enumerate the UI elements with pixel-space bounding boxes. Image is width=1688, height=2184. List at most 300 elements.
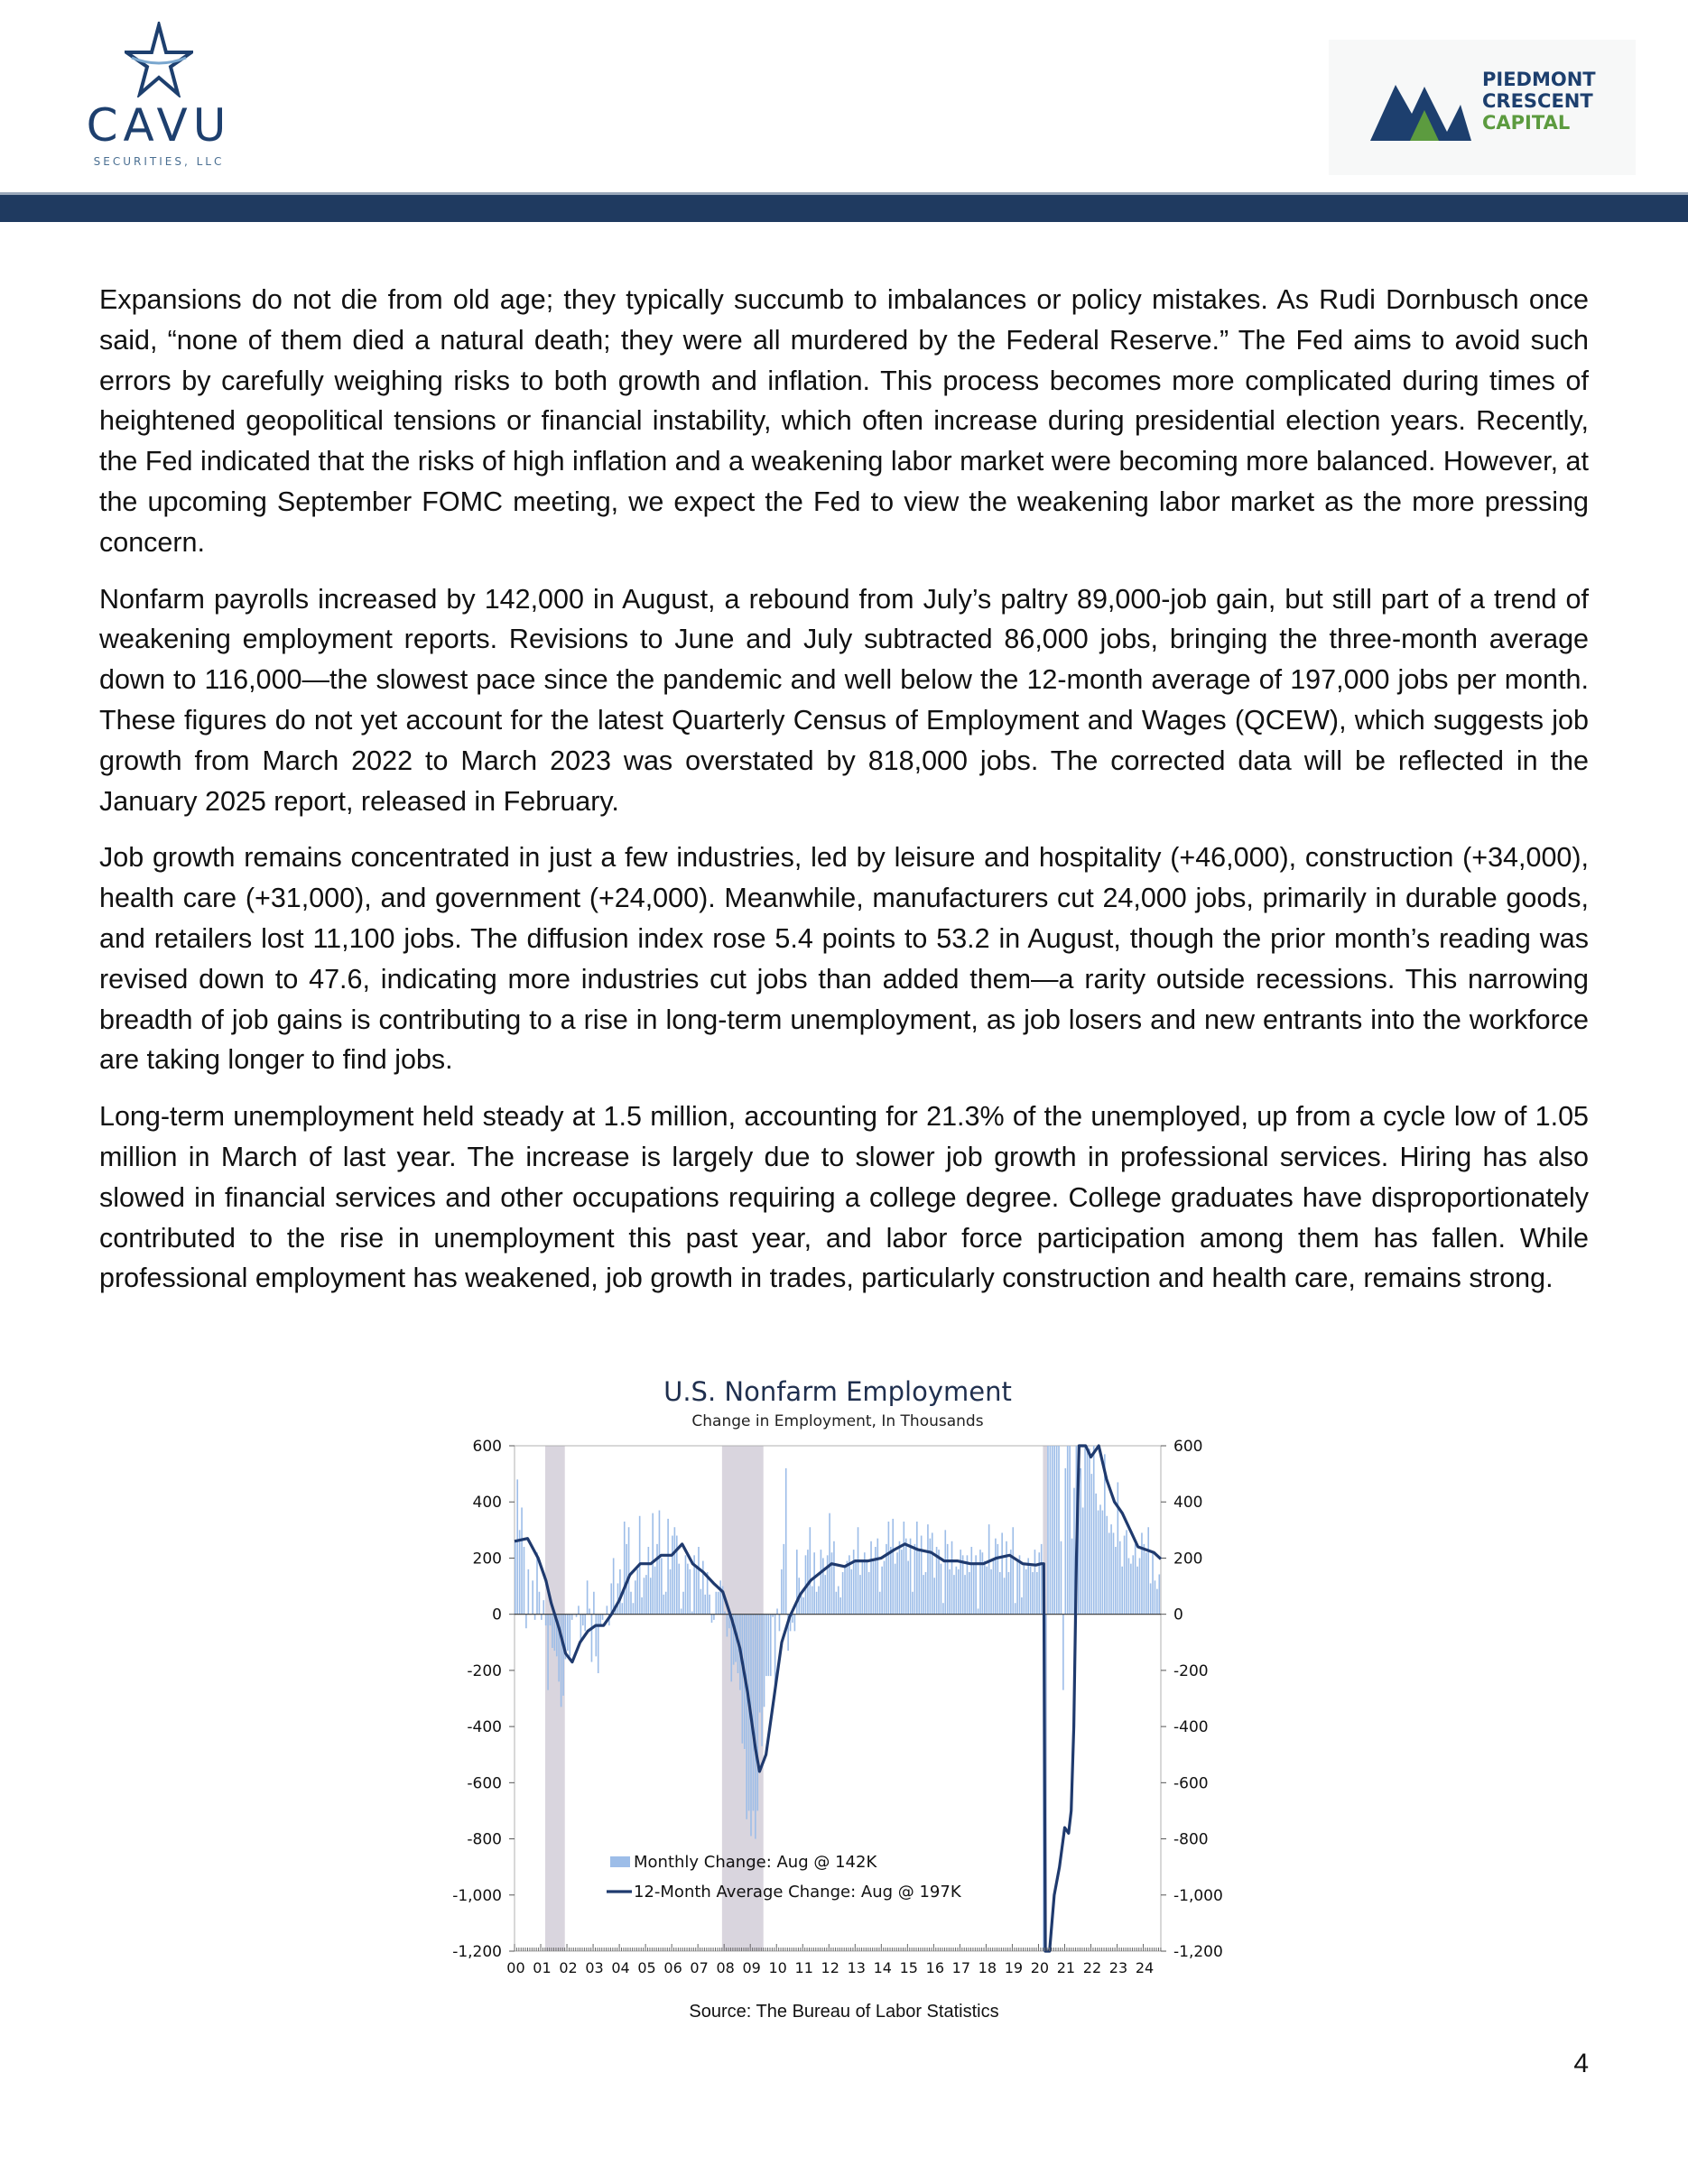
bar-monthly-change [656,1544,658,1615]
bar-monthly-change [1027,1558,1029,1614]
bar-monthly-change [1119,1541,1121,1615]
bar-monthly-change [942,1603,944,1614]
bar-monthly-change [973,1564,975,1615]
bar-monthly-change [925,1572,927,1615]
bar-monthly-change [884,1561,886,1615]
x-tick-label: 15 [899,1959,918,1976]
x-tick-label: 06 [663,1959,682,1976]
bar-monthly-change [545,1615,547,1625]
bar-monthly-change [850,1569,852,1615]
bar-monthly-change [960,1550,961,1615]
bar-monthly-change [890,1547,892,1615]
bar-monthly-change [702,1561,704,1615]
bar-monthly-change [644,1578,645,1614]
header-band [0,195,1688,222]
bar-monthly-change [1056,1446,1058,1615]
x-tick-label: 21 [1056,1959,1076,1976]
bar-monthly-change [753,1615,755,1811]
bar-monthly-change [1115,1547,1117,1615]
bar-monthly-change [1158,1574,1160,1614]
bar-monthly-change [613,1558,615,1614]
bar-monthly-change [1008,1572,1010,1615]
y-tick-label-right: -200 [1173,1661,1209,1680]
bar-monthly-change [543,1600,544,1615]
bar-monthly-change [1025,1569,1027,1615]
bar-monthly-change [1091,1474,1093,1615]
bar-monthly-change [855,1561,857,1615]
bar-monthly-change [1067,1446,1069,1615]
bar-monthly-change [947,1544,949,1615]
bar-monthly-change [958,1569,960,1615]
bar-monthly-change [1036,1572,1038,1615]
x-tick-label: 17 [951,1959,971,1976]
bar-monthly-change [932,1532,933,1614]
bar-monthly-change [633,1603,635,1614]
bar-monthly-change [524,1547,525,1615]
bar-monthly-change [1130,1564,1132,1615]
x-tick-label: 22 [1082,1959,1102,1976]
bar-monthly-change [816,1592,818,1615]
bar-monthly-change [541,1615,543,1620]
bar-monthly-change [912,1592,914,1615]
bar-monthly-change [873,1561,875,1615]
bar-monthly-change [1001,1532,1003,1614]
bar-monthly-change [561,1615,562,1707]
x-tick-label: 08 [716,1959,735,1976]
bar-monthly-change [964,1575,966,1615]
bar-monthly-change [1098,1511,1099,1615]
bar-monthly-change [1038,1552,1040,1614]
bar-monthly-change [562,1615,564,1696]
bar-monthly-change [941,1564,942,1615]
bar-monthly-change [584,1615,586,1632]
bar-monthly-change [1136,1567,1138,1615]
bar-monthly-change [1144,1544,1145,1615]
bar-monthly-change [842,1572,844,1615]
bar-monthly-change [1016,1561,1018,1615]
bar-monthly-change [1062,1615,1064,1690]
y-tick-label-left: 200 [472,1550,502,1569]
bar-monthly-change [582,1615,584,1625]
bar-monthly-change [904,1522,905,1615]
bar-monthly-change [525,1615,527,1629]
page-header [0,0,1688,217]
bar-monthly-change [1021,1597,1023,1615]
nonfarm-employment-chart [424,1372,1264,1985]
bar-monthly-change [876,1539,878,1615]
bar-monthly-change [993,1558,995,1614]
bar-monthly-change [746,1615,747,1819]
bar-monthly-change [1099,1504,1101,1614]
bar-monthly-change [1047,1446,1049,1615]
bar-monthly-change [921,1536,923,1615]
bar-monthly-change [838,1587,839,1615]
logo-line-2: CRESCENT [1482,90,1593,112]
piedmont-crescent-logo [1329,40,1636,175]
bar-monthly-change [628,1527,630,1614]
bar-monthly-change [1139,1558,1141,1614]
bar-monthly-change [824,1575,826,1615]
x-tick-label: 03 [585,1959,604,1976]
bar-monthly-change [547,1615,549,1690]
bar-monthly-change [521,1507,523,1614]
bar-monthly-change [672,1536,673,1615]
bar-monthly-change [781,1569,783,1615]
x-tick-label: 07 [690,1959,709,1976]
bar-monthly-change [984,1561,986,1615]
bar-monthly-change [704,1595,706,1615]
bar-monthly-change [970,1547,972,1615]
bar-monthly-change [650,1578,652,1614]
bar-monthly-change [810,1527,812,1614]
y-tick-label-left: -400 [467,1718,502,1737]
bar-monthly-change [962,1555,964,1614]
bar-monthly-change [956,1567,958,1615]
bar-monthly-change [866,1561,867,1615]
x-tick-label: 00 [506,1959,525,1976]
bar-monthly-change [610,1583,612,1614]
bar-monthly-change [905,1539,907,1615]
bar-monthly-change [719,1580,721,1614]
bar-monthly-change [587,1580,589,1614]
bar-monthly-change [607,1606,608,1614]
logo-line-3: CAPITAL [1482,112,1571,134]
bar-monthly-change [667,1519,669,1615]
y-tick-label-left: -1,000 [452,1886,502,1905]
bar-monthly-change [1010,1550,1012,1615]
bar-monthly-change [1121,1567,1123,1615]
bar-monthly-change [659,1511,661,1615]
paragraph: Expansions do not die from old age; they typically succumb to imbalances or policy mistakes. As Rudi Dornbusch once said, “none of them died a natural death; they were all murdered by the Federal Reserve.” The Fed aims to avoid such errors by carefully weighing risks to both growth and inflation. This process becomes more complicated during times of heightened geopolitical tensions or financial instability, which often increase during presidential election years. Recently, the Fed indicated that the risks of high inflation and a weakening labor market were becoming more balanced. However, at the upcoming September FOMC meeting, we expect the Fed to view the weakening labor market as the more pressing concern. [99,284,1589,558]
legend-label-bars: Monthly Change: Aug @ 142K [634,1853,877,1872]
bar-monthly-change [999,1572,1001,1615]
bar-monthly-change [515,1541,516,1615]
bar-monthly-change [602,1615,604,1620]
paragraph: Nonfarm payrolls increased by 142,000 in August, a rebound from July’s paltry 89,000-job gain, but still part of a trend of weakening employment reports. Revisions to June and July subtracted 86,000 jobs, bringing the three-month average down to 116,000—the slowest pace since the pandemic and well below the 12-month average of 197,000 jobs per month. These figures do not yet account for the latest Quarterly Census of Employment and Wages (QCEW), which suggests job growth from March 2022 to March 2023 was overstated by 818,000 jobs. The corrected data will be reflected in the January 2025 report, released in February. [99,583,1589,817]
bar-monthly-change [914,1544,916,1615]
bar-monthly-change [910,1539,912,1615]
bar-monthly-change [1071,1539,1073,1615]
bar-monthly-change [1069,1446,1071,1615]
bar-monthly-change [709,1595,710,1615]
bar-monthly-change [727,1615,728,1637]
bar-monthly-change [1050,1446,1052,1615]
bar-monthly-change [821,1550,822,1615]
x-tick-label: 20 [1030,1959,1050,1976]
bar-monthly-change [879,1592,881,1615]
bar-monthly-change [862,1561,864,1615]
bar-monthly-change [536,1552,538,1614]
bar-monthly-change [986,1567,988,1615]
bar-monthly-change [550,1615,552,1625]
bar-monthly-change [599,1615,601,1625]
bar-monthly-change [818,1587,820,1615]
plot-frame [515,1446,1161,1951]
mountain-icon [1370,69,1471,143]
bar-monthly-change [918,1550,920,1615]
bar-monthly-change [792,1615,793,1623]
bar-monthly-change [593,1592,595,1615]
bar-monthly-change [785,1468,787,1615]
bar-monthly-change [624,1522,626,1615]
chart-title: U.S. Nonfarm Employment [663,1376,1012,1407]
bar-monthly-change [881,1567,883,1615]
bar-monthly-change [1015,1603,1016,1614]
bar-monthly-change [1110,1524,1112,1615]
bar-monthly-change [875,1547,876,1615]
chart-svg [424,1372,1264,1985]
bar-monthly-change [1019,1555,1021,1614]
bar-monthly-change [1041,1544,1043,1615]
bar-monthly-change [978,1608,979,1614]
bar-monthly-change [1053,1446,1055,1615]
bar-monthly-change [665,1592,667,1615]
x-tick-label: 09 [742,1959,761,1976]
bar-monthly-change [979,1550,981,1615]
bar-monthly-change [776,1608,778,1614]
y-tick-label-right: 600 [1173,1438,1203,1456]
bar-monthly-change [1004,1578,1006,1614]
chart-source: Source: The Bureau of Labor Statistics [689,2002,999,2022]
bar-monthly-change [698,1547,700,1615]
bar-monthly-change [661,1558,663,1614]
bar-monthly-change [1126,1530,1127,1614]
bar-monthly-change [1006,1541,1007,1615]
bar-monthly-change [949,1569,951,1615]
bar-monthly-change [696,1567,698,1615]
x-tick-label: 01 [533,1959,552,1976]
bar-monthly-change [1132,1555,1134,1614]
bar-monthly-change [1135,1544,1136,1615]
bar-monthly-change [892,1519,894,1615]
y-tick-label-right: -400 [1173,1718,1209,1737]
x-tick-label: 13 [847,1959,866,1976]
bar-monthly-change [713,1615,715,1620]
bar-monthly-change [831,1552,833,1614]
bar-monthly-change [645,1575,647,1615]
bar-monthly-change [1089,1448,1090,1615]
bar-monthly-change [923,1575,924,1615]
y-tick-label-left: 600 [472,1438,502,1456]
bar-monthly-change [519,1530,521,1614]
bar-monthly-change [899,1541,901,1615]
bar-monthly-change [895,1564,896,1615]
y-tick-label-right: -1,000 [1173,1886,1223,1905]
bar-monthly-change [1052,1446,1053,1615]
cavu-subtitle: SECURITIES, LLC [93,155,225,168]
bar-monthly-change [988,1524,990,1615]
bar-monthly-change [1150,1583,1152,1614]
bar-monthly-change [836,1592,838,1615]
bar-monthly-change [685,1555,687,1614]
y-tick-label-right: 200 [1173,1550,1203,1569]
bar-monthly-change [927,1524,929,1615]
x-tick-label: 12 [821,1959,839,1976]
legend-label-line: 12-Month Average Change: Aug @ 197K [634,1883,961,1902]
bar-monthly-change [858,1527,859,1614]
bar-monthly-change [853,1550,855,1615]
bar-monthly-change [552,1615,553,1648]
bar-monthly-change [528,1569,530,1615]
bar-monthly-change [595,1615,597,1657]
bar-monthly-change [783,1544,784,1615]
bar-monthly-change [844,1567,846,1615]
bar-monthly-change [1113,1532,1115,1614]
piedmont-crescent-wordmark [1482,69,1596,134]
y-tick-label-left: -200 [467,1661,502,1680]
bar-monthly-change [635,1580,636,1614]
bar-monthly-change [770,1615,772,1676]
bar-monthly-change [1034,1550,1036,1615]
bar-monthly-change [827,1555,829,1614]
y-tick-label-left: 0 [492,1606,502,1624]
y-tick-label-left: -600 [467,1774,502,1793]
bar-monthly-change [812,1587,813,1615]
bar-monthly-change [1024,1564,1025,1615]
bar-monthly-change [768,1615,770,1676]
bar-monthly-change [822,1558,824,1614]
bar-monthly-change [742,1615,744,1744]
bar-monthly-change [1124,1536,1126,1615]
bar-monthly-change [641,1597,643,1615]
bar-monthly-change [1118,1482,1119,1614]
bar-monthly-change [663,1595,664,1615]
bar-monthly-change [1145,1552,1147,1614]
article-body [99,280,1589,1315]
x-tick-label: 23 [1108,1959,1128,1976]
bar-monthly-change [1061,1541,1062,1615]
bar-monthly-change [571,1615,573,1620]
bar-monthly-change [516,1479,518,1614]
x-tick-label: 16 [925,1959,945,1976]
y-tick-label-right: -800 [1173,1830,1209,1849]
bar-monthly-change [534,1615,536,1620]
y-tick-label-left: 400 [472,1494,502,1513]
bar-monthly-change [619,1569,621,1615]
bar-monthly-change [1106,1516,1108,1615]
bar-monthly-change [794,1615,796,1632]
x-tick-label: 10 [768,1959,787,1976]
y-tick-label-right: -1,200 [1173,1943,1223,1961]
bar-monthly-change [681,1608,682,1614]
logo-line-1: PIEDMONT [1482,69,1596,90]
bar-monthly-change [765,1615,767,1676]
bar-monthly-change [670,1569,672,1615]
bar-monthly-change [813,1552,815,1614]
cavu-logo [78,22,240,175]
legend-swatch-bars [610,1856,630,1867]
bar-monthly-change [700,1589,702,1615]
page-number: 4 [1573,2049,1589,2078]
recession-band [545,1446,565,1951]
bar-monthly-change [916,1522,918,1615]
bar-monthly-change [839,1597,841,1615]
bar-monthly-change [756,1615,758,1811]
bar-monthly-change [718,1592,719,1615]
bar-monthly-change [888,1522,890,1615]
bar-monthly-change [1032,1572,1034,1615]
bar-monthly-change [1080,1468,1081,1615]
bar-monthly-change [711,1615,713,1623]
bar-monthly-change [969,1572,970,1615]
bar-monthly-change [648,1547,650,1615]
bar-monthly-change [907,1561,909,1615]
bar-monthly-change [995,1539,997,1615]
bar-monthly-change [1141,1532,1143,1614]
bar-monthly-change [847,1561,849,1615]
bar-monthly-change [636,1569,638,1615]
bar-monthly-change [674,1527,676,1614]
bar-monthly-change [1128,1558,1130,1614]
star-icon [125,22,193,97]
bar-monthly-change [687,1564,689,1615]
bar-monthly-change [997,1544,999,1615]
x-tick-label: 14 [873,1959,892,1976]
bar-monthly-change [567,1615,569,1651]
bar-monthly-change [802,1597,804,1615]
bar-monthly-change [539,1592,541,1615]
bar-monthly-change [1152,1552,1154,1614]
bar-monthly-change [1108,1532,1110,1614]
x-tick-label: 04 [611,1959,630,1976]
bar-monthly-change [598,1615,599,1673]
paragraph: Job growth remains concentrated in just a few industries, led by leisure and hospitality (+46,000), construction (+34,000), health care (+31,000), and government (+24,000). Meanwhile, manufacturers cut 24,000 jobs, primarily in durable goods, and retailers lost 11,100 jobs. The diffusion index rose 5.4 points to 53.2 in August, though the prior month’s reading was revised down to 47.6, indicating more industries cut jobs than added them—a rarity outside recessions. This narrowing breadth of job gains is contributing to a rise in long-term unemployment, as job losers and new entrants into the workforce are taking longer to find jobs. [99,842,1589,1076]
bar-monthly-change [764,1615,765,1707]
bar-monthly-change [833,1541,835,1615]
bar-monthly-change [951,1541,953,1615]
bar-monthly-change [759,1615,761,1713]
x-tick-label: 24 [1135,1959,1155,1976]
chart-subtitle: Change in Employment, In Thousands [691,1412,984,1430]
bar-monthly-change [1095,1494,1097,1615]
bar-monthly-change [933,1578,935,1614]
bar-monthly-change [870,1541,872,1615]
bar-monthly-change [1156,1589,1158,1615]
x-tick-label: 05 [637,1959,656,1976]
bar-monthly-change [569,1615,570,1657]
y-tick-label-left: -1,200 [452,1943,502,1961]
bar-monthly-change [1030,1567,1032,1615]
bar-monthly-change [589,1608,590,1614]
bar-monthly-change [682,1592,684,1615]
x-tick-label: 11 [794,1959,813,1976]
bar-monthly-change [630,1592,632,1615]
bar-monthly-change [982,1552,984,1614]
bar-monthly-change [1093,1446,1095,1615]
y-tick-label-right: -600 [1173,1774,1209,1793]
bar-monthly-change [868,1572,870,1615]
bar-monthly-change [678,1564,680,1615]
bar-monthly-change [901,1550,903,1615]
bar-monthly-change [1147,1527,1149,1614]
bar-monthly-change [622,1603,624,1614]
bar-monthly-change [591,1615,593,1662]
bar-monthly-change [755,1615,756,1839]
x-tick-label: 02 [559,1959,578,1976]
bar-monthly-change [1155,1580,1156,1614]
bar-monthly-change [896,1552,898,1614]
x-tick-label: 19 [1004,1959,1024,1976]
y-tick-label-left: -800 [467,1830,502,1849]
bar-monthly-change [578,1606,580,1614]
bar-monthly-change [990,1569,992,1615]
x-tick-label: 18 [978,1959,997,1976]
cavu-wordmark: CAVU [86,99,232,152]
bar-monthly-change [654,1567,656,1615]
bar-monthly-change [761,1615,763,1746]
y-tick-label-right: 400 [1173,1494,1203,1513]
bar-monthly-change [953,1575,955,1615]
